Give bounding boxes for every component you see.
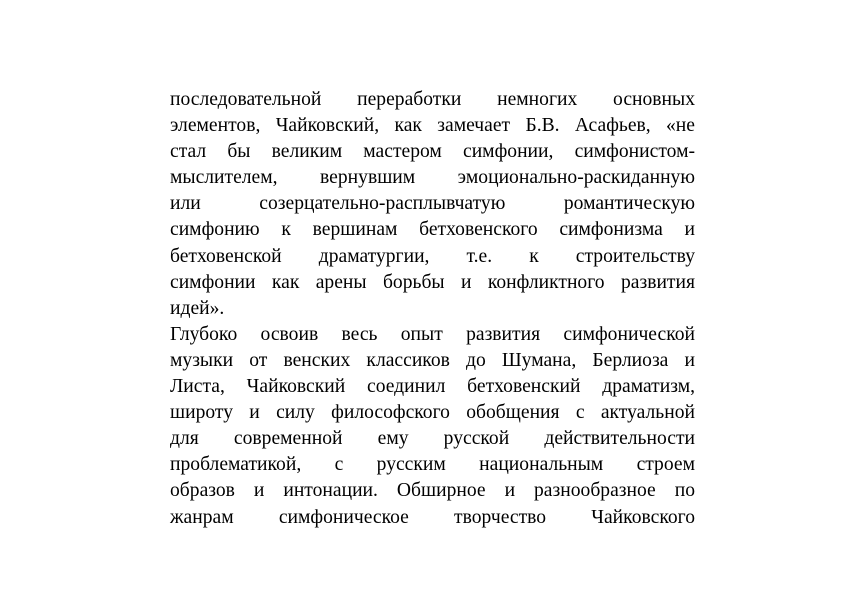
text-line: образов и интонации. Обширное и разнообразное по	[170, 480, 695, 502]
text-line: Глубоко освоив весь опыт развития симфонической	[170, 323, 695, 345]
text-line: элементов, Чайковский, как замечает Б.В. Асафьев, «не	[170, 115, 695, 137]
text-line: стал бы великим мастером симфонии, симфонистом-	[170, 141, 695, 163]
text-line: симфонии как арены борьбы и конфликтного развития	[170, 271, 695, 293]
text-line: проблематикой, с русским национальным строем	[170, 454, 695, 476]
text-line: жанрам симфоническое творчество Чайковского	[170, 506, 695, 528]
body-text	[170, 87, 695, 531]
text-line: последовательной переработки немногих основных	[170, 89, 695, 110]
text-line: музыки от венских классиков до Шумана, Берлиоза и	[170, 349, 695, 371]
text-line: или созерцательно-расплывчатую романтическую	[170, 193, 695, 215]
text-line: бетховенской драматургии, т.е. к строительству	[170, 245, 695, 267]
text-line: Листа, Чайковский соединил бетховенский драматизм,	[170, 376, 695, 398]
text-line: симфонию к вершинам бетховенского симфонизма и	[170, 219, 695, 241]
text-line: мыслителем, вернувшим эмоционально-раскиданную	[170, 167, 695, 189]
text-line: широту и силу философского обобщения с актуальной	[170, 402, 695, 424]
text-line: идей».	[170, 297, 225, 319]
text-line: для современной ему русской действительности	[170, 428, 695, 450]
